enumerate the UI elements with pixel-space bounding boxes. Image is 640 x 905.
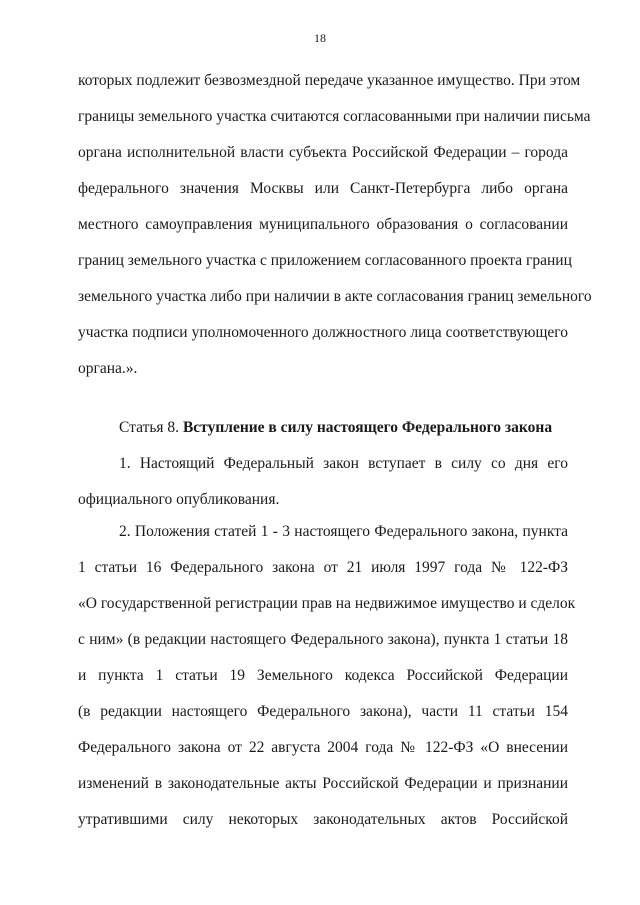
text-line: (в редакции настоящего Федерального закона), части 11 статьи 154 <box>78 703 568 720</box>
text-line: федерального значения Москвы или Санкт-Петербурга либо органа <box>78 180 568 197</box>
text-line: изменений в законодательные акты Российской Федерации и признании <box>78 775 568 792</box>
text-line: органа.». <box>78 360 138 377</box>
text-line: границы земельного участка считаются согласованными при наличии письма <box>78 108 591 125</box>
text-line: официального опубликования. <box>78 491 280 508</box>
text-line: с ним» (в редакции настоящего Федерального закона), пункта 1 статьи 18 <box>78 631 568 648</box>
continuation-text <box>78 63 592 387</box>
article-label: Статья 8. <box>119 419 180 436</box>
text-line: участка подписи уполномоченного должностного лица соответствующего <box>78 324 568 341</box>
article-heading <box>119 410 552 446</box>
page-number: 18 <box>314 31 326 45</box>
text-line: «О государственной регистрации прав на недвижимое имущество и сделок <box>78 595 576 612</box>
text-line: 1. Настоящий Федеральный закон вступает в силу со дня его <box>119 455 568 472</box>
text-line: которых подлежит безвозмездной передаче указанное имущество. При этом <box>78 72 581 89</box>
paragraph-2 <box>78 514 576 838</box>
text-line: Федерального закона от 22 августа 2004 года № 122-ФЗ «О внесении <box>78 739 568 756</box>
text-line: границ земельного участка с приложением согласованного проекта границ <box>78 252 572 269</box>
text-line: органа исполнительной власти субъекта Российской Федерации – города <box>78 144 568 161</box>
text-line: и пункта 1 статьи 19 Земельного кодекса Российской Федерации <box>78 667 568 684</box>
text-line: местного самоуправления муниципального образования о согласовании <box>78 216 568 233</box>
text-line: 1 статьи 16 Федерального закона от 21 июля 1997 года № 122-ФЗ <box>78 559 568 576</box>
text-line: земельного участка либо при наличии в акте согласования границ земельного <box>78 288 592 305</box>
text-line: 2. Положения статей 1 - 3 настоящего Федерального закона, пункта <box>119 523 568 540</box>
paragraph-1 <box>78 446 568 518</box>
text-line: утратившими силу некоторых законодательных актов Российской <box>78 811 568 828</box>
article-title: Вступление в силу настоящего Федерального закона <box>182 419 553 436</box>
